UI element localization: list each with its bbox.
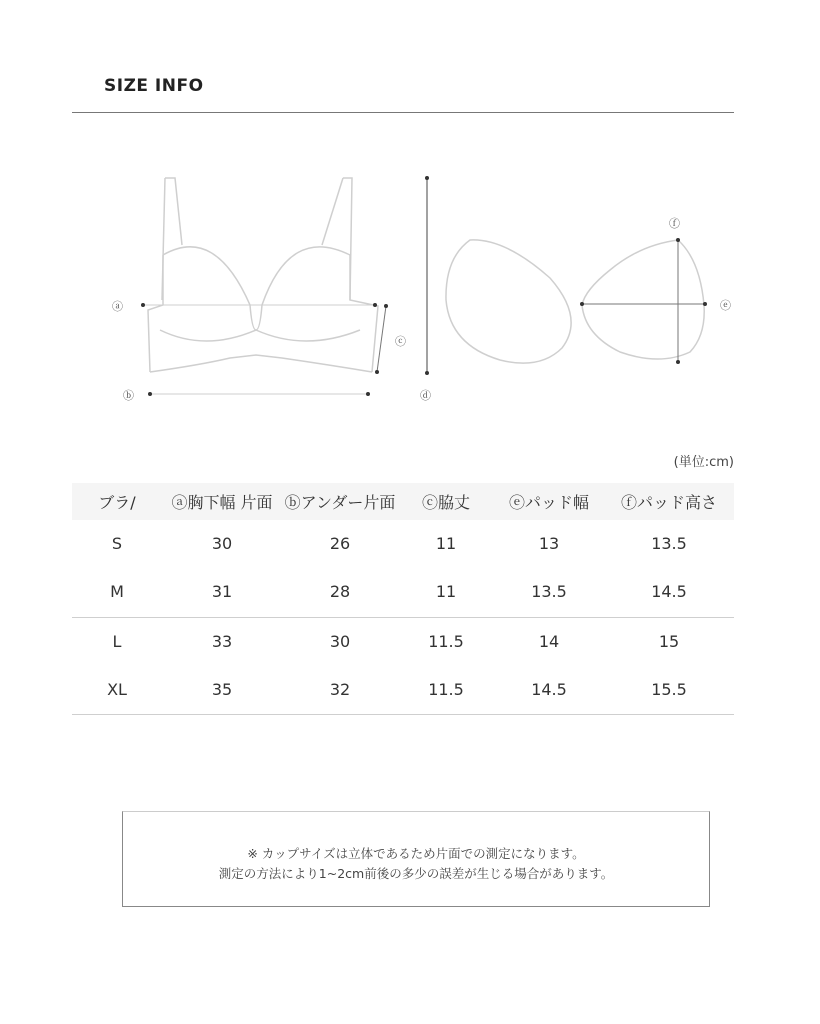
- table-cell: 11: [435, 534, 457, 553]
- table-row: [72, 665, 734, 715]
- table-header-cell: ブラ/: [72, 483, 162, 520]
- table-cell: 26: [329, 534, 351, 553]
- size-cell: S: [111, 534, 123, 553]
- table-header-cell: ⓑアンダー片面: [282, 483, 398, 520]
- measure-b-line: [148, 392, 370, 396]
- measure-d-line: [425, 176, 429, 375]
- table-header-cell: ⓕパッド高さ: [604, 483, 734, 520]
- table-cell: 11: [398, 567, 494, 617]
- table-cell: 15.5: [604, 665, 734, 715]
- size-diagram: [0, 0, 820, 420]
- pad-front-illustration: [446, 240, 571, 363]
- table-cell: 14: [538, 631, 560, 651]
- size-table: [72, 483, 734, 715]
- table-cell: 33: [211, 631, 233, 651]
- measure-a-line: [141, 303, 377, 307]
- table-cell: 15: [658, 631, 680, 651]
- table-cell: 14.5: [494, 665, 604, 715]
- table-row: [72, 567, 734, 617]
- label-a: ⓐ: [112, 300, 123, 313]
- label-d: ⓓ: [420, 389, 431, 402]
- table-header-cell: ⓒ脇丈: [398, 483, 494, 520]
- size-cell: L: [112, 631, 122, 651]
- table-row: [72, 617, 734, 665]
- label-b: ⓑ: [123, 389, 134, 402]
- table-cell: 13.5: [494, 567, 604, 617]
- table-cell: 30: [211, 534, 233, 553]
- note-box: [122, 811, 710, 907]
- table-cell: 30: [329, 631, 351, 651]
- section-title: SIZE INFO: [104, 76, 204, 96]
- table-cell: 11.5: [398, 665, 494, 715]
- table-header-row: [72, 483, 734, 520]
- measure-f-line: [676, 238, 680, 364]
- bra-illustration: [148, 178, 378, 372]
- note-line-2: 測定の方法により1~2cm前後の多少の誤差が生じる場合があります。: [218, 866, 614, 881]
- table-cell: 35: [162, 665, 282, 715]
- pad-side-illustration: [582, 240, 704, 359]
- size-cell: XL: [72, 665, 162, 715]
- table-cell: 13: [538, 534, 560, 553]
- table-cell: 31: [162, 567, 282, 617]
- table-header-cell: ⓐ胸下幅 片面: [162, 483, 282, 520]
- table-row: [72, 520, 734, 567]
- table-cell: 14.5: [604, 567, 734, 617]
- label-c: ⓒ: [395, 335, 406, 348]
- measure-e-line: [580, 302, 707, 306]
- table-header-cell: ⓔパッド幅: [494, 483, 604, 520]
- table-cell: 13.5: [651, 534, 687, 553]
- table-cell: 28: [282, 567, 398, 617]
- label-f: ⓕ: [669, 217, 680, 230]
- size-cell: M: [72, 567, 162, 617]
- table-cell: 32: [282, 665, 398, 715]
- note-line-1: ※ カップサイズは立体であるため片面での測定になります。: [247, 846, 585, 861]
- label-e: ⓔ: [720, 299, 731, 312]
- unit-label: (単位:cm): [673, 455, 734, 470]
- table-cell: 11.5: [428, 631, 464, 651]
